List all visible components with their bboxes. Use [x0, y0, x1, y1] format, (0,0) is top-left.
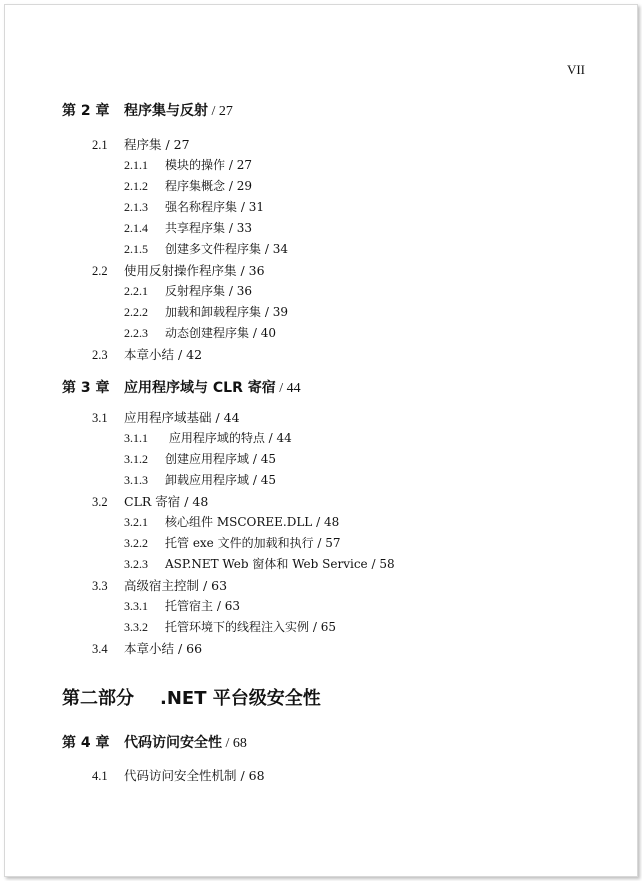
toc-entry-page: / 36	[236, 263, 265, 278]
toc-entry-number: 3.3.2	[124, 620, 148, 634]
toc-entry-title: 强名称程序集	[165, 200, 238, 214]
toc-entry-sub[interactable]	[124, 156, 252, 173]
toc-entry-sub[interactable]	[124, 597, 240, 614]
toc-entry-title: 反射程序集	[165, 284, 226, 298]
toc-entry-sub[interactable]	[124, 450, 276, 467]
toc-entry-title: 模块的操作	[165, 158, 226, 172]
toc-entry-sec[interactable]	[92, 135, 190, 153]
page-number: VII	[566, 62, 585, 77]
toc-entry-page: / 39	[261, 305, 288, 319]
toc-entry-number: 3.2.3	[124, 557, 148, 571]
toc-entry-page: / 66	[174, 641, 203, 656]
toc-entry-sub[interactable]	[124, 177, 252, 194]
toc-entry-page: / 68	[236, 768, 265, 783]
toc-entry-number: 3.2	[92, 495, 108, 509]
toc-entry-page: / 44	[211, 410, 240, 425]
toc-entry-title: .NET 平台级安全性	[160, 688, 321, 709]
toc-entry-part[interactable]	[62, 684, 321, 710]
toc-entry-sub[interactable]	[124, 471, 276, 488]
toc-entry-sub[interactable]	[124, 513, 339, 530]
toc-entry-page: / 34	[261, 242, 288, 256]
toc-entry-title: 高级宿主控制	[124, 578, 200, 593]
toc-entry-sec[interactable]	[92, 576, 227, 594]
toc-entry-chap[interactable]	[62, 100, 233, 120]
toc-entry-page: / 45	[249, 473, 276, 487]
toc-entry-page: / 57	[313, 536, 341, 550]
toc-entry-page: / 40	[249, 326, 276, 340]
toc-entry-number: 第 4 章	[62, 735, 110, 751]
toc-entry-title: 托管 exe 文件的加载和执行	[165, 536, 314, 550]
toc-entry-title: 动态创建程序集	[165, 326, 250, 340]
toc-entry-title: 本章小结	[124, 641, 175, 656]
toc-entry-title: 托管环境下的线程注入实例	[165, 620, 310, 634]
toc-entry-sub[interactable]	[124, 219, 252, 236]
toc-entry-number: 3.1.1	[124, 431, 148, 445]
toc-entry-sub[interactable]	[124, 324, 276, 341]
toc-entry-number: 3.1.2	[124, 452, 148, 466]
toc-entry-number: 2.2.2	[124, 305, 148, 319]
toc-entry-number: 2.2.3	[124, 326, 148, 340]
toc-entry-title: 托管宿主	[165, 599, 214, 613]
toc-entry-sec[interactable]	[92, 408, 240, 426]
toc-entry-page: / 36	[225, 284, 252, 298]
toc-entry-sub[interactable]	[124, 198, 264, 215]
toc-entry-number: 4.1	[92, 769, 108, 783]
toc-entry-title: 本章小结	[124, 347, 175, 362]
toc-entry-page: / 65	[309, 620, 336, 634]
toc-entry-title: 代码访问安全性	[124, 735, 222, 751]
toc-entry-number: 第 2 章	[62, 103, 110, 119]
toc-entry-chap[interactable]	[62, 377, 301, 397]
toc-entry-number: 3.2.2	[124, 536, 148, 550]
toc-entry-title: CLR 寄宿	[124, 494, 181, 509]
toc-entry-page: / 44	[264, 431, 292, 445]
toc-entry-number: 2.2.1	[124, 284, 148, 298]
toc-entry-sec[interactable]	[92, 639, 202, 657]
toc-entry-title: ASP.NET Web 窗体和 Web Service	[165, 557, 368, 571]
toc-entry-sec[interactable]	[92, 345, 202, 363]
toc-entry-title: 共享程序集	[165, 221, 226, 235]
toc-entry-title: 程序集	[124, 137, 162, 152]
toc-entry-page: / 31	[237, 200, 264, 214]
toc-entry-title: 程序集与反射	[124, 103, 208, 119]
toc-entry-number: 2.2	[92, 264, 108, 278]
toc-entry-title: 加载和卸载程序集	[165, 305, 262, 319]
toc-entry-page: / 45	[249, 452, 276, 466]
toc-entry-page: / 58	[367, 557, 395, 571]
toc-entry-title: 卸载应用程序域	[165, 473, 250, 487]
toc-entry-title: 创建应用程序域	[165, 452, 250, 466]
toc-entry-title: 应用程序域与 CLR 寄宿	[124, 380, 276, 396]
toc-entry-number: 3.3	[92, 579, 108, 593]
toc-entry-sec[interactable]	[92, 492, 208, 510]
toc-entry-sub[interactable]	[124, 618, 336, 635]
toc-entry-page: / 48	[312, 515, 340, 529]
toc-entry-sec[interactable]	[92, 766, 265, 784]
toc-entry-chap[interactable]	[62, 732, 247, 752]
toc-entry-sub[interactable]	[124, 303, 288, 320]
toc-entry-page: / 27	[225, 158, 252, 172]
toc-entry-page: / 44	[275, 381, 301, 396]
toc-entry-page: / 48	[180, 494, 209, 509]
toc-entry-number: 2.1.1	[124, 158, 148, 172]
toc-entry-title: 程序集概念	[165, 179, 226, 193]
toc-entry-title: 核心组件 MSCOREE.DLL	[165, 515, 313, 529]
toc-entry-number: 3.1.3	[124, 473, 148, 487]
toc-entry-page: / 29	[225, 179, 252, 193]
toc-entry-number: 第 3 章	[62, 380, 110, 396]
toc-entry-number: 2.1.5	[124, 242, 148, 256]
toc-entry-title: 创建多文件程序集	[165, 242, 262, 256]
toc-entry-page: / 33	[225, 221, 252, 235]
toc-entry-number: 3.2.1	[124, 515, 148, 529]
toc-entry-sec[interactable]	[92, 261, 265, 279]
toc-entry-title: 应用程序域基础	[124, 410, 212, 425]
toc-entry-page: / 68	[222, 736, 247, 751]
toc-entry-number: 2.1.4	[124, 221, 148, 235]
toc-entry-page: / 63	[199, 578, 228, 593]
toc-entry-sub[interactable]	[124, 555, 395, 572]
toc-entry-number: 2.3	[92, 348, 108, 362]
toc-entry-sub[interactable]	[124, 240, 288, 257]
toc-entry-page: / 63	[213, 599, 240, 613]
toc-entry-sub[interactable]	[124, 534, 341, 551]
toc-entry-title: 使用反射操作程序集	[124, 263, 237, 278]
toc-entry-number: 2.1	[92, 138, 108, 152]
toc-entry-title: 应用程序域的特点	[165, 431, 265, 445]
toc-entry-sub[interactable]	[124, 282, 252, 299]
toc-entry-sub[interactable]	[124, 429, 292, 446]
toc-entry-number: 2.1.2	[124, 179, 148, 193]
toc-entry-number: 3.3.1	[124, 599, 148, 613]
toc-entry-number: 3.4	[92, 642, 108, 656]
toc-entry-title: 代码访问安全性机制	[124, 768, 237, 783]
toc-entry-number: 2.1.3	[124, 200, 148, 214]
toc-entry-number: 第二部分	[62, 688, 134, 709]
toc-entry-page: / 27	[208, 104, 233, 119]
toc-entry-number: 3.1	[92, 411, 108, 425]
toc-entry-page: / 27	[161, 137, 190, 152]
toc-entry-page: / 42	[174, 347, 203, 362]
